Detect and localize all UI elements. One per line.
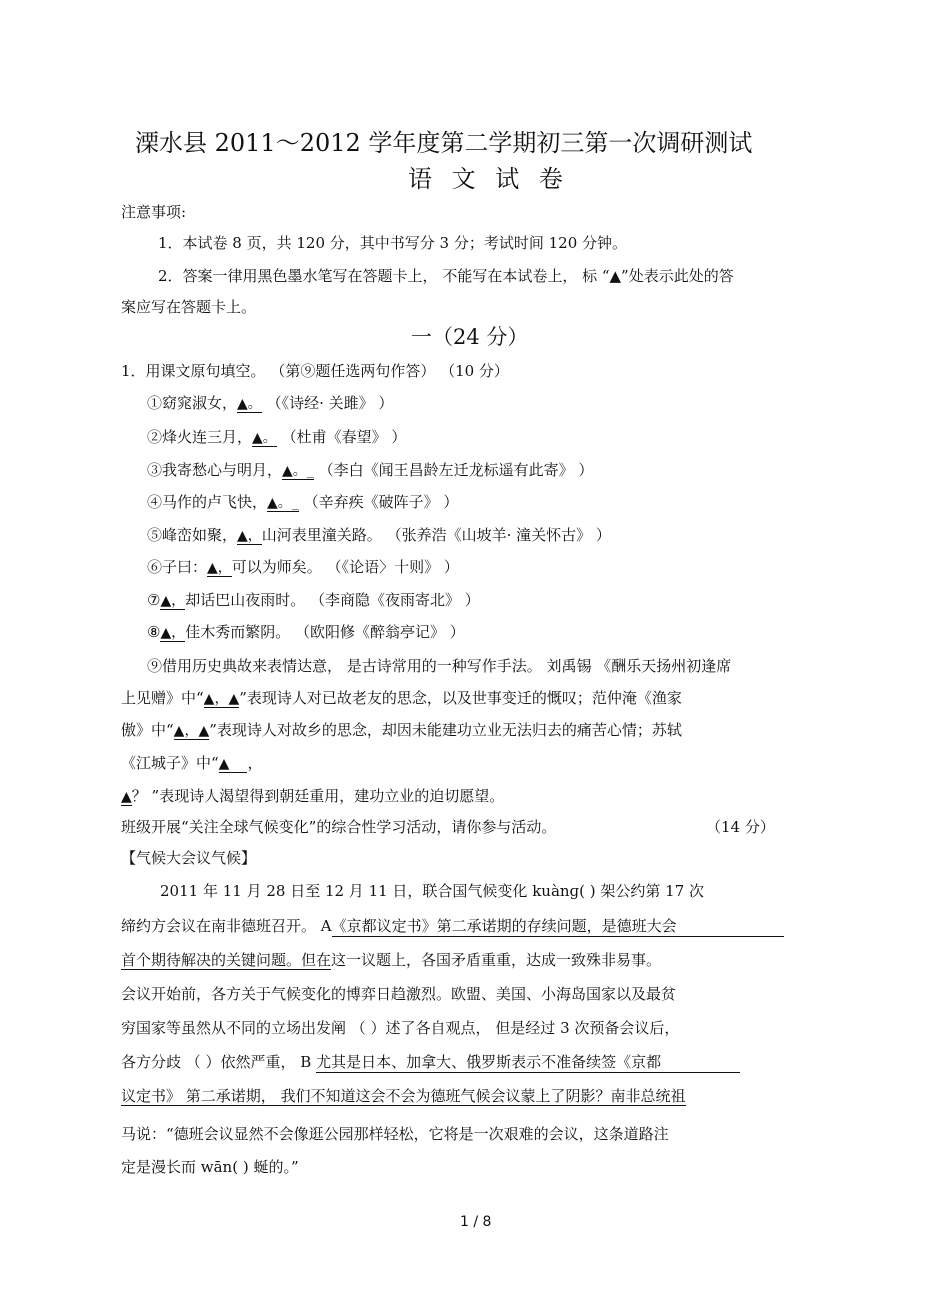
item-source: 山河表里潼关路。 （张养浩《山坡羊· 潼关怀古》 ） [261, 526, 611, 544]
fill-item-9-line-5 [121, 786, 504, 807]
answer-blank: ▲， [207, 560, 232, 576]
passage-text: 缔约方会议在南非德班召开。 A [121, 917, 332, 935]
item-text: ③我寄愁心与明月， [147, 461, 283, 479]
passage-line-3 [121, 950, 661, 970]
activity-intro: 班级开展“关注全球气候变化”的综合性学习活动，请你参与活动。 [121, 818, 557, 836]
item-source: 可以为师矣。 （《论语〉十则》 ） [231, 558, 459, 576]
passage-line-6 [121, 1052, 740, 1073]
item-text: ⑧ [147, 623, 161, 641]
item-text: ⑥子曰： [147, 558, 208, 576]
item-text: ①窈窕淑女， [147, 394, 238, 412]
page-number: 1 / 8 [460, 1214, 492, 1230]
question-1-stem: 1．用课文原句填空。 （第⑨题任选两句作答） （10 分） [121, 362, 509, 380]
answer-blank: ▲。_ [267, 495, 299, 511]
fill-item-3 [147, 460, 593, 481]
fill-item-9-line-2 [121, 688, 682, 709]
fill-item-9-line-3 [121, 720, 682, 741]
answer-blank: ▲ [121, 789, 132, 805]
underlined-sentence-a-cont: 首个期待解决的关键问题。但在 [121, 951, 332, 969]
fill-item-6 [147, 557, 459, 578]
item-text: ”表现诗人对已故老友的思念，以及世事变迁的慨叹；范仲淹《渔家 [239, 689, 682, 707]
section-heading: 一（24 分） [411, 325, 529, 349]
passage-line-4: 会议开始前，各方关于气候变化的博弈日趋激烈。欧盟、美国、小海岛国家以及最贫 [121, 985, 677, 1003]
passage-line-1: 2011 年 11 月 28 日至 12 月 11 日，联合国气候变化 kuànɡ( ) 架公约第 17 次 [160, 882, 705, 900]
item-text: ④马作的卢飞快， [147, 493, 268, 511]
item-text: ， [247, 754, 263, 772]
item-text: ”表现诗人对故乡的思念，却因未能建功立业无法归去的痛苦心情；苏轼 [209, 721, 682, 739]
fill-item-4 [147, 492, 458, 513]
answer-blank: ▲， [160, 625, 186, 641]
fill-item-9-line-1: ⑨借用历史典故来表情达意， 是古诗常用的一种写作手法。 刘禹锡 《酬乐天扬州初逢席 [147, 657, 732, 675]
passage-text: 这一议题上，各国矛盾重重，达成一致殊非易事。 [331, 951, 662, 969]
fill-item-2 [147, 427, 406, 448]
notice-heading: 注意事项: [121, 203, 187, 221]
answer-blank: ▲，▲ [203, 691, 240, 707]
activity-score: （14 分） [706, 818, 775, 836]
fill-item-7 [147, 590, 480, 611]
page-title: 溧水县 2011～2012 学年度第二学期初三第一次调研测试 [135, 129, 753, 157]
passage-text: 各方分歧 （ ）依然严重， B [121, 1053, 317, 1071]
item-source: 却话巴山夜雨时。 （李商隐《夜雨寄北》 ） [185, 591, 480, 609]
item-source: （杜甫《春望》 ） [276, 428, 407, 446]
passage-line-2 [121, 916, 826, 937]
passage-line-5: 穷国家等虽然从不同的立场出发阐 （ ）述了各自观点， 但是经过 3 次预备会议后， [121, 1019, 680, 1037]
answer-blank: ▲。 [252, 430, 277, 446]
item-text: 上见赠》中“ [121, 689, 204, 707]
item-text: 傲》中“ [121, 721, 174, 739]
notice-item-1: 1．本试卷 8 页，共 120 分，其中书写分 3 分；考试时间 120 分钟。 [158, 234, 628, 252]
item-source: 佳木秀而繁阴。 （欧阳修《醉翁亭记》 ） [185, 623, 465, 641]
item-text: ？ ”表现诗人渴望得到朝廷重用，建功立业的迫切愿望。 [131, 787, 505, 805]
answer-blank: ▲， [237, 528, 262, 544]
underlined-sentence-b-cont: 议定书》 第二承诺期， 我们不知道这会不会为德班气候会议蒙上了阴影？南非总统祖 [121, 1087, 686, 1105]
underlined-sentence-b: 尤其是日本、加拿大、俄罗斯表示不准备续签《京都 [316, 1052, 740, 1073]
item-text: 《江城子》中“ [121, 754, 219, 772]
underlined-sentence-a: 《京都议定书》第二承诺期的存续问题，是德班大会 [332, 916, 784, 937]
notice-item-2: 2．答案一律用黑色墨水笔写在答题卡上， 不能写在本试卷上， 标 “▲”处表示此处的答 [158, 267, 734, 285]
item-source: （辛弃疾《破阵子》 ） [298, 493, 459, 511]
fill-item-9-line-4 [121, 753, 262, 774]
fill-item-5 [147, 525, 611, 546]
answer-blank: ▲。 [237, 396, 262, 412]
answer-blank: ▲，▲ [173, 723, 210, 739]
item-source: （李白《闻王昌龄左迁龙标遥有此寄》 ） [313, 461, 594, 479]
answer-blank: ▲， [160, 593, 186, 609]
answer-blank: ▲ [219, 756, 248, 773]
item-source: （《诗经· 关雎》 ） [261, 394, 394, 412]
answer-blank: ▲。_ [282, 463, 314, 479]
item-text: ⑦ [147, 591, 161, 609]
passage-line-7 [121, 1086, 686, 1106]
fill-item-1 [147, 393, 393, 414]
activity-heading: 【气候大会议气候】 [121, 849, 257, 867]
notice-item-2-cont: 案应写在答题卡上。 [121, 298, 257, 316]
item-text: ②烽火连三月， [147, 428, 253, 446]
passage-line-9: 定是漫长而 wān( ) 蜒的。” [121, 1158, 299, 1176]
paper-subtitle: 语 文 试 卷 [408, 165, 569, 193]
passage-line-8: 马说：“德班会议显然不会像逛公园那样轻松，它将是一次艰难的会议，这条道路注 [121, 1125, 669, 1143]
item-text: ⑤峰峦如聚， [147, 526, 238, 544]
fill-item-8 [147, 622, 465, 643]
